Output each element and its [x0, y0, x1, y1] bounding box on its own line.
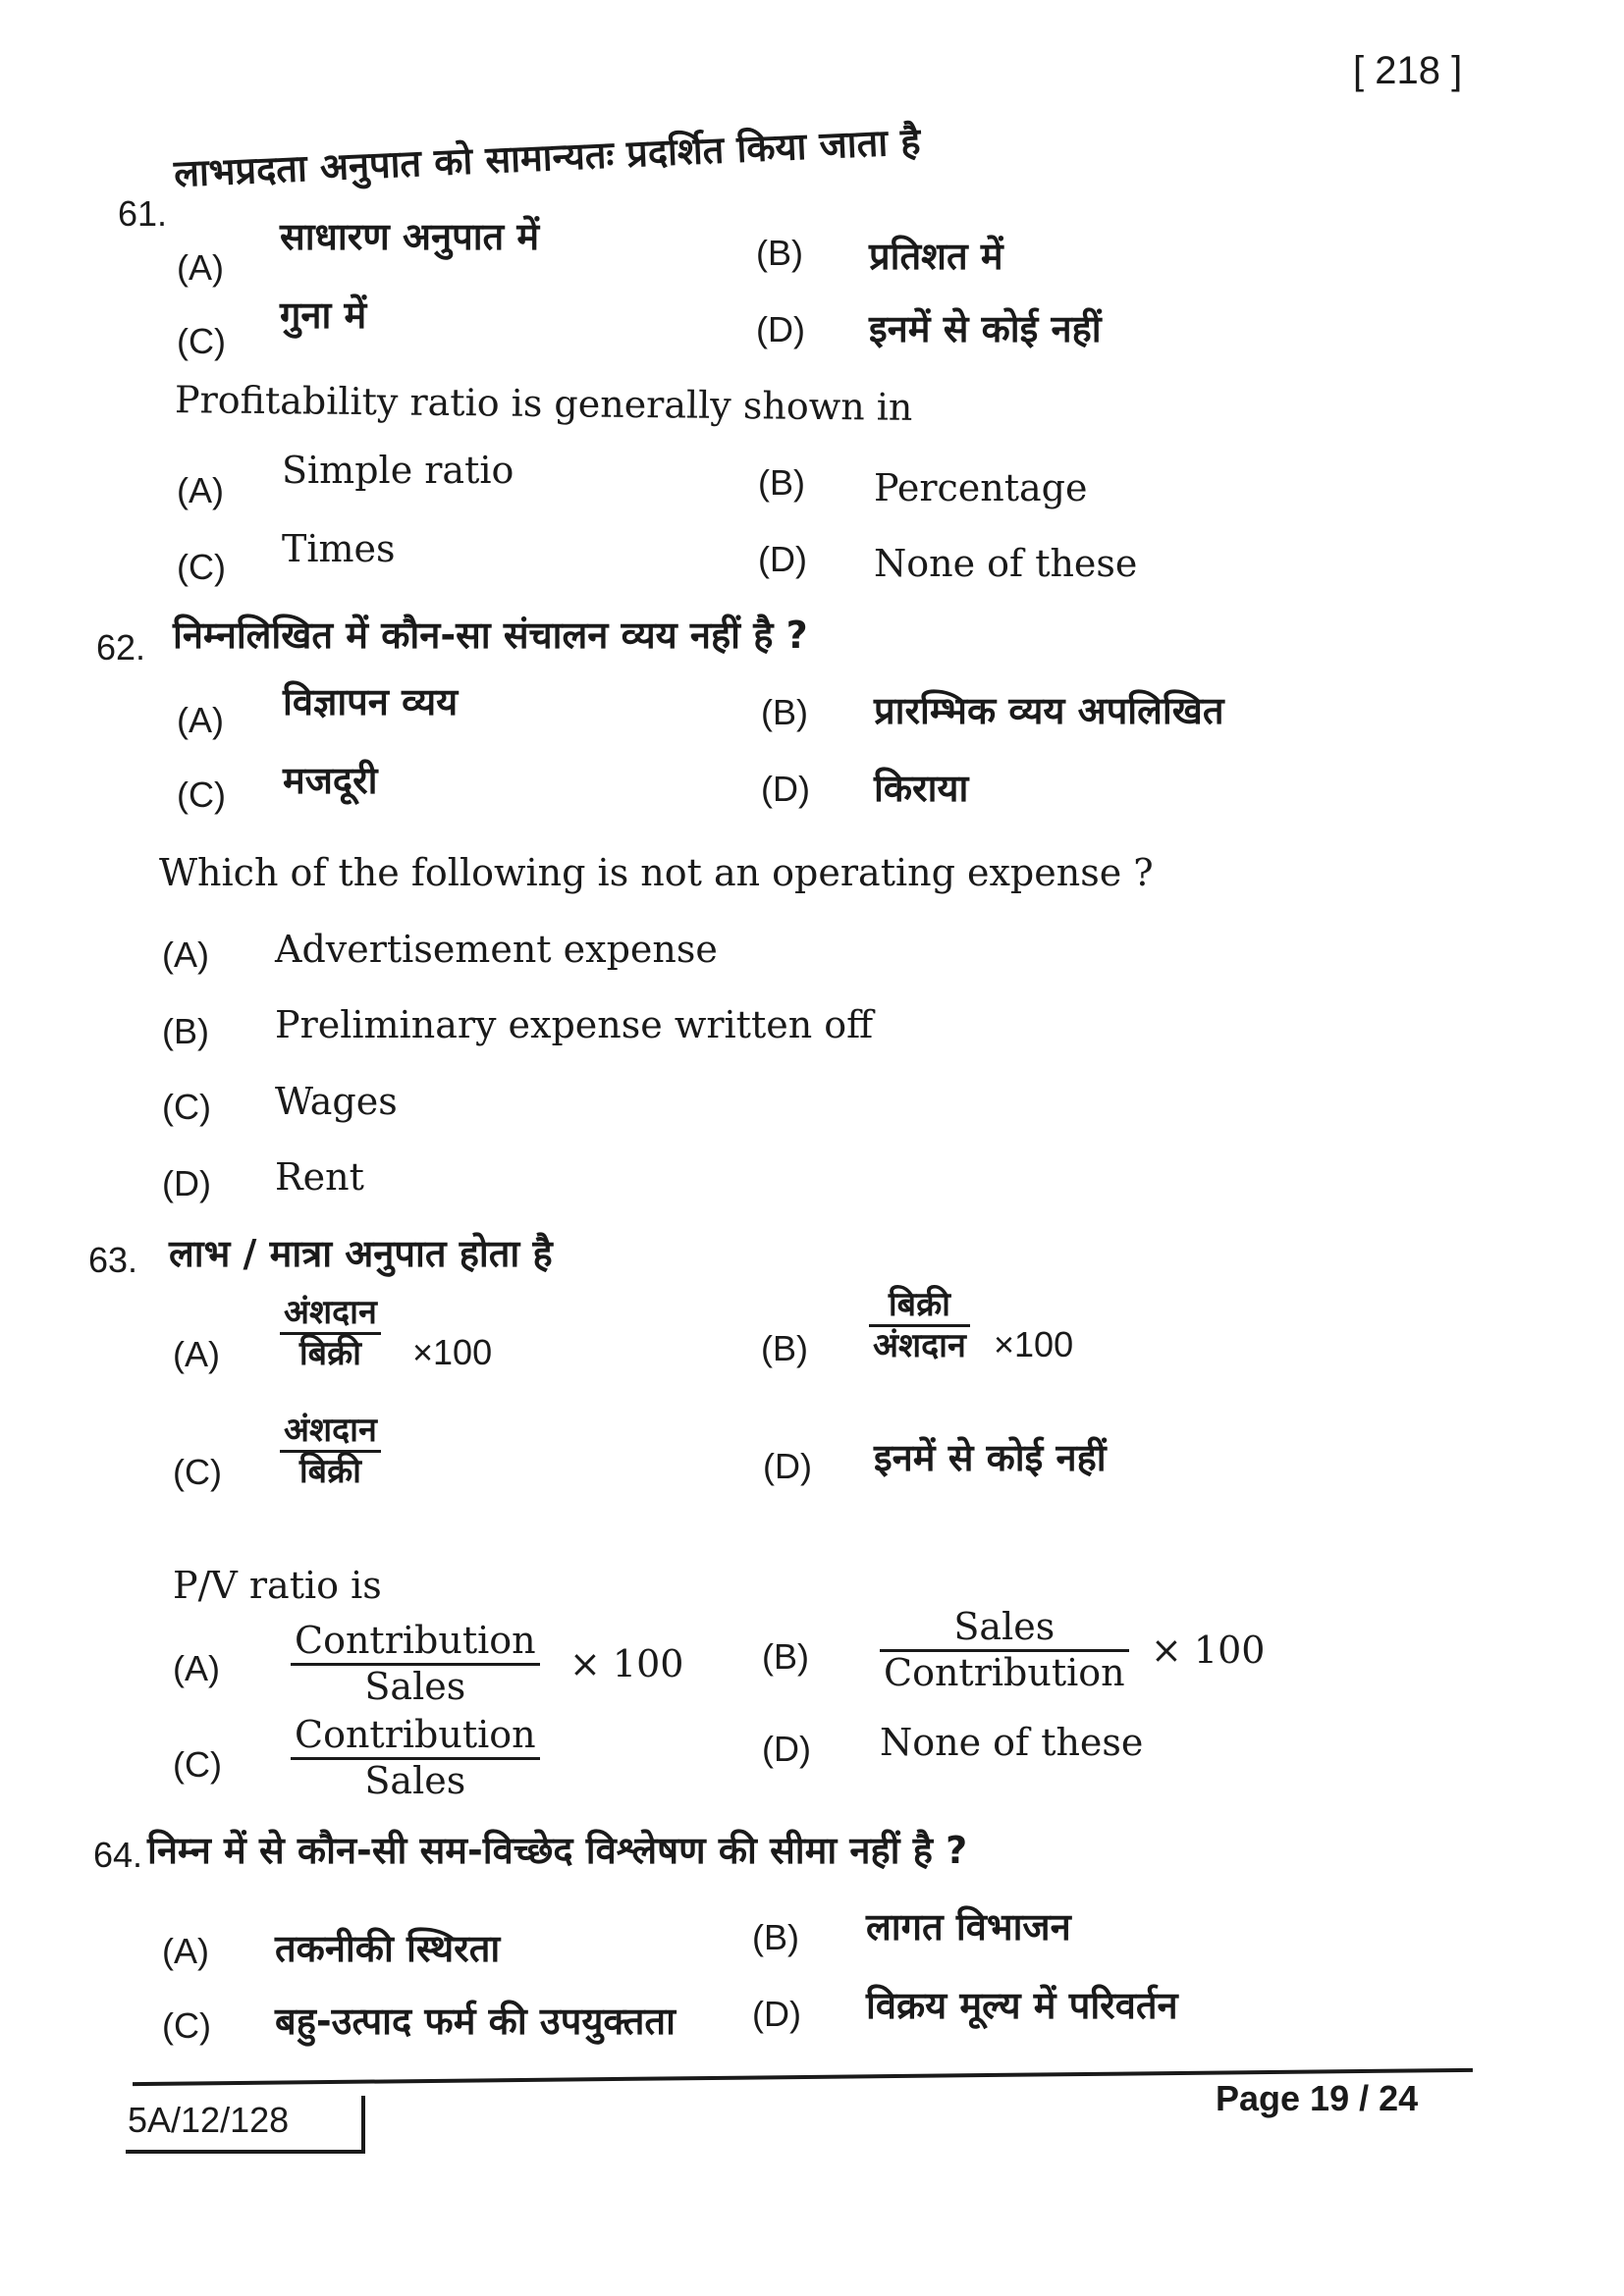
option-text: प्रतिशत में — [869, 235, 1003, 278]
option-label: (D) — [752, 1994, 801, 2034]
option-text: बहु-उत्पाद फर्म की उपयुक्तता — [275, 2000, 676, 2043]
fraction — [880, 1606, 1129, 1694]
option-text: साधारण अनुपात में — [280, 215, 540, 258]
option-label: (B) — [758, 462, 805, 503]
denominator: Sales — [364, 1758, 466, 1802]
denominator: बिक्री — [298, 1452, 361, 1492]
option-text: इनमें से कोई नहीं — [874, 1436, 1107, 1479]
option-text: Advertisement expense — [275, 928, 718, 971]
fraction — [280, 1294, 381, 1373]
option-label: (B) — [762, 1636, 809, 1677]
option-label: (C) — [162, 2005, 211, 2046]
numerator: Contribution — [295, 1713, 536, 1756]
question-text-hindi: लाभप्रदता अनुपात को सामान्यतः प्रदर्शित किया जाता है — [173, 119, 922, 195]
fraction — [869, 1286, 970, 1365]
numerator: Sales — [953, 1605, 1056, 1648]
option-text: मजदूरी — [283, 759, 378, 802]
numerator: Contribution — [295, 1619, 536, 1662]
question-text-english: P/V ratio is — [173, 1564, 382, 1607]
question-number: 63. — [88, 1240, 138, 1280]
option-label: (A) — [177, 470, 224, 510]
page-number: Page 19 / 24 — [1216, 2078, 1419, 2118]
option-label: (A) — [177, 247, 224, 288]
option-text: None of these — [880, 1721, 1144, 1764]
question-number: 62. — [96, 627, 146, 667]
option-label: (B) — [162, 1011, 209, 1051]
option-label: (C) — [177, 321, 226, 361]
question-number: 61. — [118, 193, 168, 234]
option-label: (A) — [177, 700, 224, 740]
option-label: (C) — [177, 547, 226, 587]
page-stamp: [ 218 ] — [1353, 49, 1463, 92]
numerator: अंशदान — [284, 1411, 377, 1450]
question-text-hindi: लाभ / मात्रा अनुपात होता है — [169, 1232, 553, 1275]
option-text: तकनीकी स्थिरता — [275, 1927, 501, 1970]
option-text: None of these — [874, 542, 1138, 585]
question-text-hindi: निम्न में से कौन-सी सम-विच्छेद विश्लेषण की सीमा नहीं है ? — [147, 1829, 968, 1872]
option-label: (D) — [761, 769, 810, 809]
question-number: 64. — [93, 1835, 143, 1875]
option-label: (A) — [162, 1931, 209, 1971]
option-text: विज्ञापन व्यय — [283, 680, 459, 723]
option-label: (D) — [758, 539, 807, 579]
option-text: Percentage — [874, 466, 1088, 509]
option-text: Wages — [275, 1080, 398, 1123]
option-label: (C) — [173, 1744, 222, 1785]
multiplier: × 100 — [1151, 1629, 1266, 1672]
option-text: Times — [282, 527, 396, 570]
paper-code: 5A/12/128 — [128, 2100, 290, 2140]
option-label: (A) — [162, 934, 209, 975]
option-label: (A) — [173, 1648, 220, 1688]
numerator: अंशदान — [284, 1293, 377, 1332]
option-label: (B) — [756, 233, 803, 273]
option-label: (A) — [173, 1334, 220, 1374]
option-label: (C) — [162, 1087, 211, 1127]
multiplier: × 100 — [569, 1642, 684, 1685]
option-label: (D) — [162, 1163, 211, 1203]
option-text: इनमें से कोई नहीं — [869, 307, 1102, 350]
fraction — [291, 1620, 540, 1708]
option-text: गुना में — [280, 294, 367, 337]
option-text: Preliminary expense written off — [275, 1003, 874, 1046]
question-text-hindi: निम्नलिखित में कौन-सा संचालन व्यय नहीं है ? — [173, 614, 808, 657]
fraction — [291, 1714, 540, 1802]
option-text: किराया — [874, 767, 969, 810]
multiplier: ×100 — [412, 1332, 493, 1372]
denominator: बिक्री — [298, 1334, 361, 1374]
option-text: Simple ratio — [282, 449, 514, 492]
numerator: बिक्री — [888, 1285, 950, 1324]
option-text: विक्रय मूल्य में परिवर्तन — [866, 1984, 1178, 2027]
fraction — [280, 1412, 381, 1491]
multiplier: ×100 — [994, 1324, 1074, 1364]
denominator: Sales — [364, 1664, 466, 1708]
denominator: अंशदान — [873, 1326, 966, 1366]
option-label: (D) — [762, 1729, 811, 1769]
option-text: Rent — [275, 1155, 364, 1199]
question-text-english: Profitability ratio is generally shown in — [174, 378, 913, 429]
denominator: Contribution — [884, 1650, 1125, 1694]
option-label: (D) — [763, 1446, 812, 1486]
question-text-english: Which of the following is not an operating expense ? — [159, 851, 1154, 894]
option-label: (D) — [756, 309, 805, 349]
option-text: प्रारम्भिक व्यय अपलिखित — [874, 689, 1224, 732]
option-label: (B) — [761, 1328, 808, 1368]
option-label: (C) — [173, 1452, 222, 1492]
option-label: (B) — [752, 1917, 799, 1957]
option-text: लागत विभाजन — [866, 1905, 1071, 1949]
option-label: (B) — [761, 692, 808, 732]
option-label: (C) — [177, 774, 226, 815]
